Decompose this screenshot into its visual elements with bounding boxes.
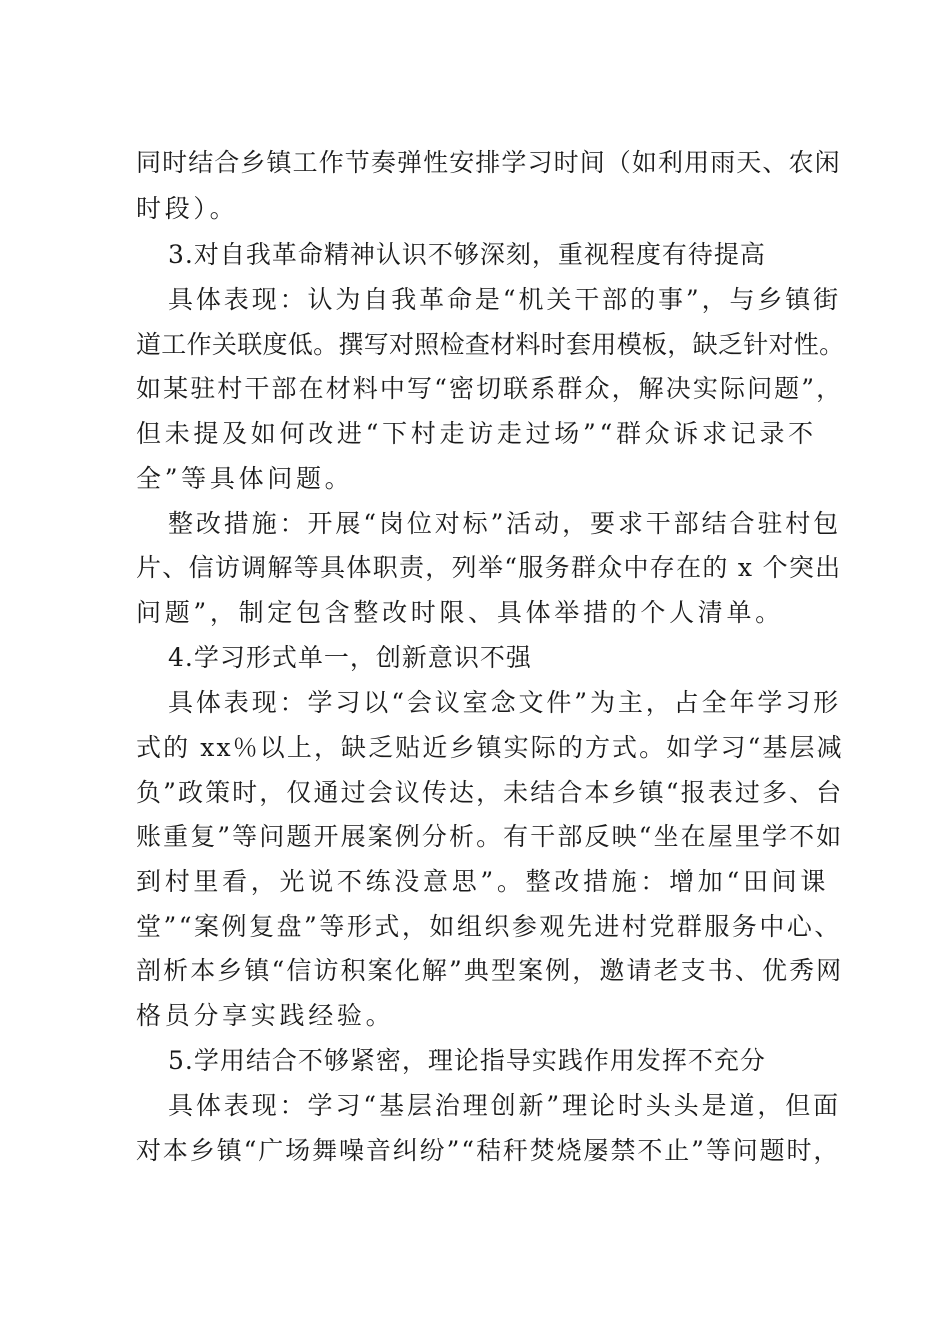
section-heading-5: 5.学用结合不够紧密，理论指导实践作用发挥不充分 (168, 1046, 766, 1075)
paragraph-line: 同时结合乡镇工作节奏弹性安排学习时间（如利用雨天、农闲 (136, 148, 841, 177)
paragraph-line: 剖析本乡镇“信访积案化解”典型案例，邀请老支书、优秀网 (136, 956, 844, 985)
paragraph-line: 整改措施：开展“岗位对标”活动，要求干部结合驻村包 (168, 509, 842, 538)
paragraph-line: 账重复”等问题开展案例分析。有干部反映“坐在屋里学不如 (136, 822, 844, 851)
paragraph-line: 片、信访调解等具体职责，列举“服务群众中存在的 x 个突出 (136, 553, 842, 582)
paragraph-line: 负”政策时，仅通过会议传达，未结合本乡镇“报表过多、台 (136, 778, 844, 807)
paragraph-line: 问题”，制定包含整改时限、具体举措的个人清单。 (136, 598, 784, 627)
section-heading-4: 4.学习形式单一，创新意识不强 (168, 643, 532, 672)
paragraph-line: 具体表现：学习以“会议室念文件”为主，占全年学习形 (168, 688, 842, 717)
paragraph-line: 格员分享实践经验。 (136, 1001, 395, 1030)
paragraph-line: 具体表现：学习“基层治理创新”理论时头头是道，但面 (168, 1091, 842, 1120)
section-heading-3: 3.对自我革命精神认识不够深刻，重视程度有待提高 (168, 240, 766, 269)
paragraph-line: 时段）。 (136, 194, 239, 223)
paragraph-line: 道工作关联度低。撰写对照检查材料时套用模板，缺乏针对性。 (136, 330, 845, 359)
paragraph-line: 如某驻村干部在材料中写“密切联系群众，解决实际问题”， (136, 374, 844, 403)
paragraph-line: 全”等具体问题。 (136, 464, 354, 493)
paragraph-line: 到村里看，光说不练没意思”。整改措施：增加“田间课 (136, 867, 830, 896)
paragraph-line: 堂”“案例复盘”等形式，如组织参观先进村党群服务中心、 (136, 912, 842, 941)
paragraph-line: 式的 xx％以上，缺乏贴近乡镇实际的方式。如学习“基层减 (136, 733, 844, 762)
paragraph-line: 对本乡镇“广场舞噪音纠纷”“秸秆焚烧屡禁不止”等问题时， (136, 1136, 841, 1165)
paragraph-line: 具体表现：认为自我革命是“机关干部的事”，与乡镇街 (168, 285, 842, 314)
paragraph-line: 但未提及如何改进“下村走访走过场”“群众诉求记录不 (136, 419, 817, 448)
